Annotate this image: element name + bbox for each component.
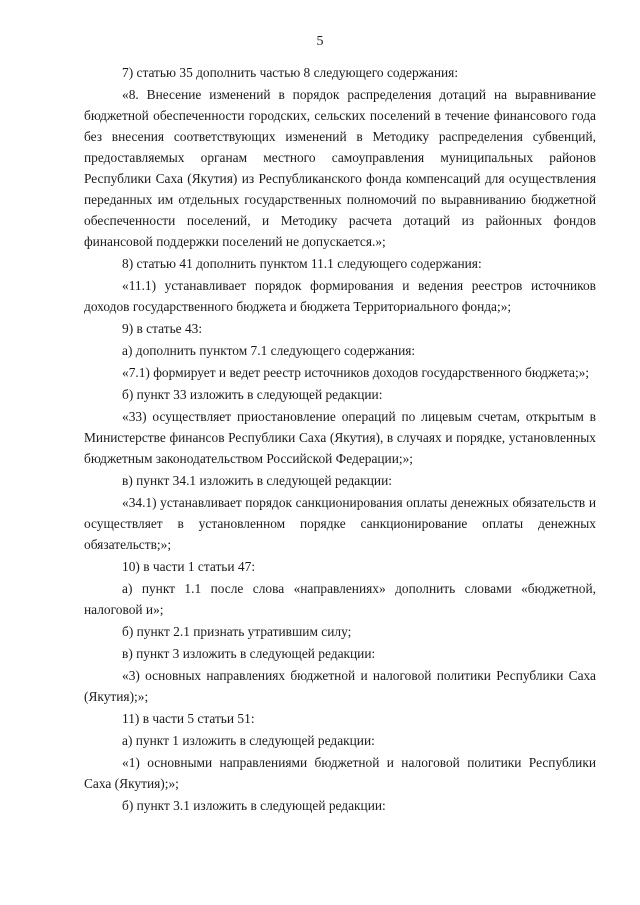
paragraph: б) пункт 2.1 признать утратившим силу;	[122, 624, 352, 639]
paragraph: «3) основных направлениях бюджетной и налоговой политики Республики Саха (Якутия);»;	[84, 668, 596, 704]
paragraph: а) пункт 1 изложить в следующей редакции:	[122, 733, 375, 748]
paragraph: 9) в статье 43:	[122, 321, 203, 336]
paragraph: «7.1) формирует и ведет реестр источников доходов государственного бюджета;»;	[122, 365, 590, 380]
paragraph: б) пункт 33 изложить в следующей редакции:	[122, 387, 383, 402]
page-number: 5	[316, 34, 324, 49]
paragraph: 8) статью 41 дополнить пунктом 11.1 следующего содержания:	[122, 256, 482, 271]
document-body	[84, 62, 596, 817]
paragraph: а) дополнить пунктом 7.1 следующего содержания:	[122, 343, 416, 358]
paragraph: «11.1) устанавливает порядок формирования и ведения реестров источников доходов государственного бюджета и бюджета Территориального фонда;»;	[84, 278, 596, 314]
paragraph: 10) в части 1 статьи 47:	[122, 559, 256, 574]
paragraph: «1) основными направлениями бюджетной и налоговой политики Республики Саха (Якутия);»;	[84, 755, 596, 791]
paragraph: 11) в части 5 статьи 51:	[122, 711, 255, 726]
paragraph: б) пункт 3.1 изложить в следующей редакции:	[122, 798, 386, 813]
paragraph: «33) осуществляет приостановление операций по лицевым счетам, открытым в Министерстве финансов Республики Саха (Якутия), в случаях и порядке, установленных бюджетным законодательством Российской Федерации;»;	[84, 409, 596, 466]
paragraph: в) пункт 3 изложить в следующей редакции:	[122, 646, 376, 661]
paragraph: 7) статью 35 дополнить частью 8 следующего содержания:	[122, 65, 459, 80]
paragraph: «34.1) устанавливает порядок санкционирования оплаты денежных обязательств и осуществляет в установленном порядке санкционирование оплаты денежных обязательств;»;	[84, 495, 596, 552]
paragraph: в) пункт 34.1 изложить в следующей редакции:	[122, 473, 392, 488]
paragraph: «8. Внесение изменений в порядок распределения дотаций на выравнивание бюджетной обеспеченности городских, сельских поселений в течение финансового года без внесения соответствующих изменений в Методику распределения субвенций, предоставляемых органам местного самоуправления муниципальных районов Республики Саха (Якутия) из Республиканского фонда компенсаций для осуществления переданных им отдельных государственных полномочий по выравниванию бюджетной обеспеченности поселений, и Методику расчета дотаций из районных фондов финансовой поддержки поселений не допускается.»;	[84, 87, 596, 249]
paragraph: а) пункт 1.1 после слова «направлениях» дополнить словами «бюджетной, налоговой и»;	[84, 581, 596, 617]
